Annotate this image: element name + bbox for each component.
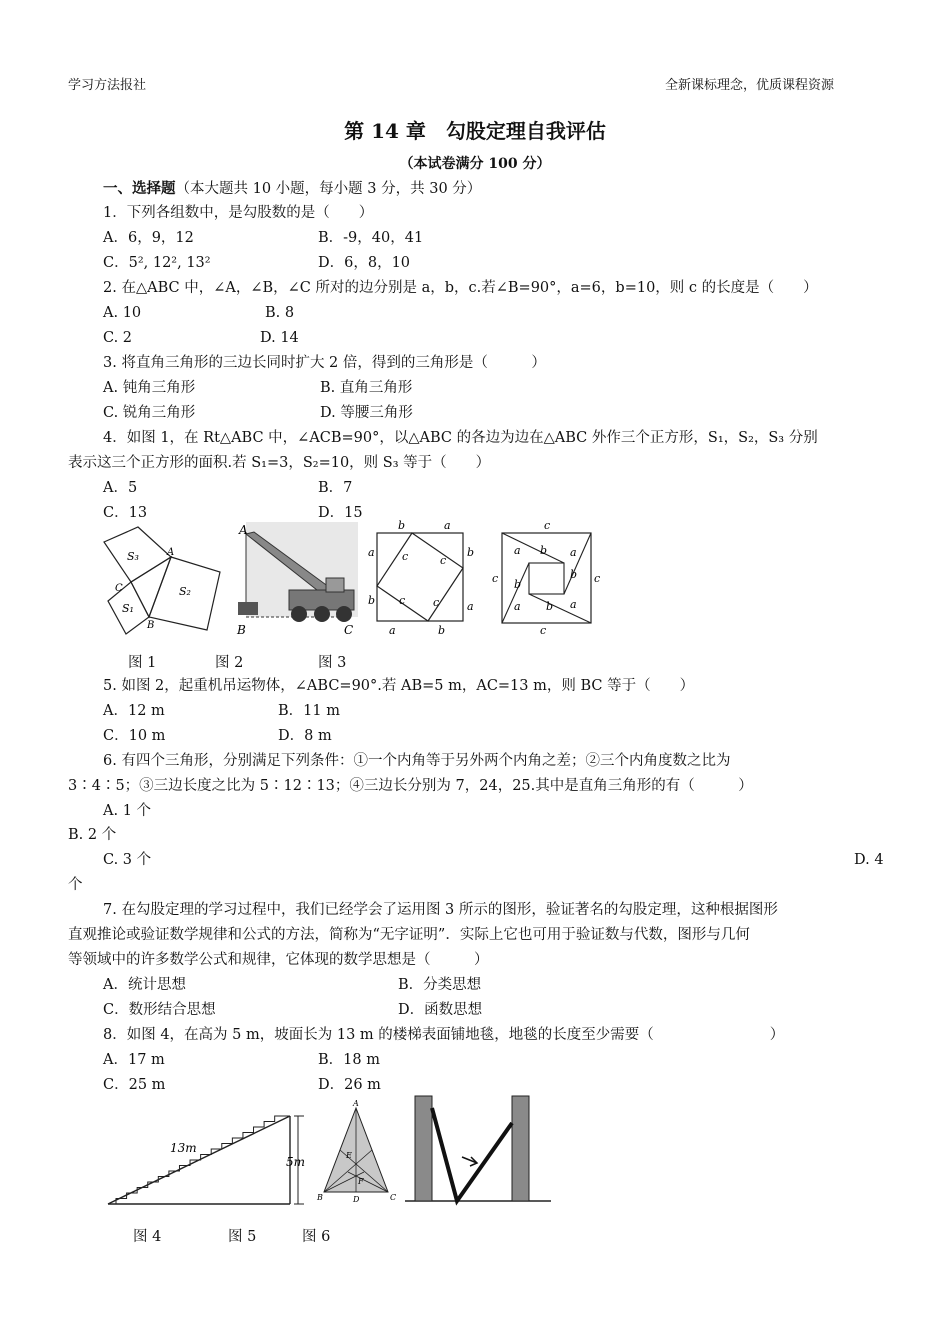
fig3-label-a: a (570, 598, 577, 611)
q6-stem-line2: 3∶4∶5；③三边长度之比为 5∶12∶13；④三边长分别为 7，24，25.其中是直角三角形的有（ ） (68, 778, 753, 794)
fig4-label-h: 5m (286, 1155, 306, 1169)
page-title: 第 14 章 勾股定理自我评估 (344, 119, 606, 143)
q7-option-c: C．数形结合思想 (103, 1002, 216, 1018)
fig2-load (238, 602, 258, 615)
fig5-label-d: D (353, 1195, 360, 1204)
fig3-label-a: a (389, 624, 396, 637)
fig3-label-c: c (544, 519, 551, 532)
figure-4-caption: 图 4 (133, 1229, 162, 1245)
q6-stem-line1: 6. 有四个三角形，分别满足下列条件：①一个内角等于另外两个内角之差；②三个内角度数之比为 (103, 753, 731, 769)
section-label: 一、选择题 (103, 180, 176, 197)
q4-option-a: A．5 (103, 480, 138, 496)
header-right: 全新课标理念，优质课程资源 (665, 78, 835, 93)
q6-option-b: B. 2 个 (68, 827, 117, 843)
fig3-inner-square (377, 533, 463, 621)
fig1-label-a: A (167, 547, 175, 558)
q5-option-a: A．12 m (103, 703, 165, 719)
q8-option-d: D．26 m (318, 1077, 381, 1093)
fig3-small-square (529, 563, 564, 594)
figure-2-caption: 图 2 (215, 655, 244, 671)
figure-4 (100, 1108, 320, 1208)
q4-stem-line1: 4．如图 1，在 Rt△ABC 中，∠ACB=90°，以△ABC 的各边为边在△ABC 外作三个正方形，S₁，S₂，S₃ 分别 (103, 430, 818, 446)
q7-option-a: A．统计思想 (103, 977, 186, 993)
fig3-label-b: b (467, 546, 475, 559)
q7-stem-line1: 7. 在勾股定理的学习过程中，我们已经学会了运用图 3 所示的图形，验证著名的勾股定理，这种根据图形 (103, 902, 778, 918)
fig5-label-f: F (358, 1177, 364, 1186)
fig3-label-b: b (438, 624, 446, 637)
fig1-label-c: C (115, 583, 123, 594)
q7-stem-line2: 直观推论或验证数学规律和公式的方法，简称为“无字证明”．实际上它也可用于验证数与代数，图形与几何 (68, 927, 750, 943)
fig1-label-s2: S₂ (179, 585, 191, 598)
q3-option-b: B. 直角三角形 (320, 380, 413, 396)
q3-stem: 3. 将直角三角形的三边长同时扩大 2 倍，得到的三角形是（ ） (103, 355, 546, 371)
q1-option-d: D．6，8，10 (318, 255, 411, 271)
fig3-label-b: b (546, 600, 554, 613)
fig2-label-c: C (344, 623, 354, 637)
q1-stem: 1．下列各组数中，是勾股数的是（ ） (103, 205, 374, 221)
q7-option-d: D．函数思想 (398, 1002, 483, 1018)
fig3-label-a: a (467, 600, 474, 613)
section-heading (103, 180, 481, 198)
fig3-outer-square (377, 533, 463, 621)
q8-option-a: A．17 m (103, 1052, 165, 1068)
fig1-label-s1: S₁ (122, 602, 134, 615)
q6-option-a: A. 1 个 (103, 803, 152, 819)
q4-option-b: B．7 (318, 480, 353, 496)
figure-1 (95, 522, 230, 637)
figure-3-right (492, 518, 604, 640)
fig3-label-a: a (514, 544, 521, 557)
q4-stem-line2: 表示这三个正方形的面积.若 S₁=3，S₂=10，则 S₃ 等于（ ） (68, 455, 491, 471)
figure-6 (405, 1093, 553, 1205)
fig3-label-c: c (433, 596, 440, 609)
fig6-right-pillar (512, 1096, 529, 1201)
q6-option-d: D. 4 (854, 852, 884, 868)
fig3-line (502, 533, 564, 563)
fig4-slope (108, 1116, 290, 1204)
q1-option-c: C．5², 12², 13² (103, 255, 211, 271)
figure-1-caption: 图 1 (128, 655, 157, 671)
q8-option-c: C．25 m (103, 1077, 166, 1093)
figure-3-caption: 图 3 (318, 655, 347, 671)
fig1-label-s3: S₃ (127, 550, 139, 563)
fig5-label-e: E (346, 1151, 352, 1160)
q2-option-a: A. 10 (103, 305, 142, 321)
q5-option-c: C．10 m (103, 728, 166, 744)
header-left: 学习方法报社 (68, 78, 147, 93)
fig3-label-b: b (398, 519, 406, 532)
fig2-label-a: A (239, 523, 248, 537)
q3-option-d: D. 等腰三角形 (320, 405, 413, 421)
fig3-label-c: c (399, 594, 406, 607)
q2-option-c: C. 2 (103, 330, 133, 346)
fig3-line (529, 594, 591, 623)
fig3-label-c: c (540, 624, 547, 637)
fig3-label-c: c (594, 572, 601, 585)
fig2-cab (326, 578, 344, 592)
fig3-label-b: b (540, 544, 548, 557)
figure-6-caption: 图 6 (302, 1229, 331, 1245)
q5-stem: 5. 如图 2，起重机吊运物体，∠ABC=90°.若 AB=5 m，AC=13 m，则 BC 等于（ ） (103, 678, 695, 694)
figure-5 (314, 1100, 398, 1208)
fig6-ladder (432, 1108, 512, 1201)
fig6-left-pillar (415, 1096, 432, 1201)
fig3-line (502, 563, 529, 623)
fig5-label-c: C (390, 1193, 397, 1202)
q8-stem: 8．如图 4，在高为 5 m，坡面长为 13 m 的楼梯表面铺地毯，地毯的长度至少需要（ ） (103, 1027, 785, 1043)
q5-option-b: B．11 m (278, 703, 340, 719)
fig3-line (564, 533, 591, 594)
fig2-wheel (291, 606, 307, 622)
q3-option-a: A. 钝角三角形 (103, 380, 196, 396)
q5-option-d: D．8 m (278, 728, 332, 744)
fig2-wheel (314, 606, 330, 622)
fig3-label-a: a (368, 546, 375, 559)
q7-stem-line3: 等领域中的许多数学公式和规律，它体现的数学思想是（ ） (68, 952, 489, 968)
fig3-label-c: c (440, 554, 447, 567)
fig5-label-b: B (317, 1193, 323, 1202)
q3-option-c: C. 锐角三角形 (103, 405, 196, 421)
q2-option-d: D. 14 (260, 330, 299, 346)
figure-3-left (365, 518, 483, 640)
fig3-label-c: c (402, 550, 409, 563)
q6-option-d-tail: 个 (68, 877, 83, 893)
fig1-label-b: B (147, 620, 155, 631)
fig5-label-a: A (353, 1099, 359, 1108)
q6-option-c: C. 3 个 (103, 852, 152, 868)
fig3-label-b: b (368, 594, 376, 607)
section-desc: （本大题共 10 小题，每小题 3 分，共 30 分） (175, 181, 482, 197)
fig1-triangle (131, 557, 171, 617)
q4-option-d: D．15 (318, 505, 363, 521)
figure-2 (234, 522, 360, 637)
q7-option-b: B．分类思想 (398, 977, 482, 993)
fig3-label-c: c (492, 572, 499, 585)
q1-option-b: B．-9，40，41 (318, 230, 424, 246)
fig4-label-hyp: 13m (170, 1141, 197, 1155)
fig2-wheel (336, 606, 352, 622)
figure-5-caption: 图 5 (228, 1229, 257, 1245)
fig3-label-a: a (570, 546, 577, 559)
q2-option-b: B. 8 (265, 305, 295, 321)
fig2-label-b: B (237, 623, 246, 637)
fig3-label-a: a (444, 519, 451, 532)
q1-option-a: A．6，9，12 (103, 230, 194, 246)
q8-option-b: B．18 m (318, 1052, 380, 1068)
fig3-label-b: b (514, 578, 522, 591)
fig3-label-a: a (514, 600, 521, 613)
q2-stem: 2. 在△ABC 中，∠A，∠B，∠C 所对的边分别是 a，b，c.若∠B=90°，a=6，b=10，则 c 的长度是（ ） (103, 280, 818, 296)
page-subtitle: （本试卷满分 100 分） (399, 156, 551, 172)
fig3-label-b: b (570, 568, 578, 581)
q4-option-c: C．13 (103, 505, 148, 521)
